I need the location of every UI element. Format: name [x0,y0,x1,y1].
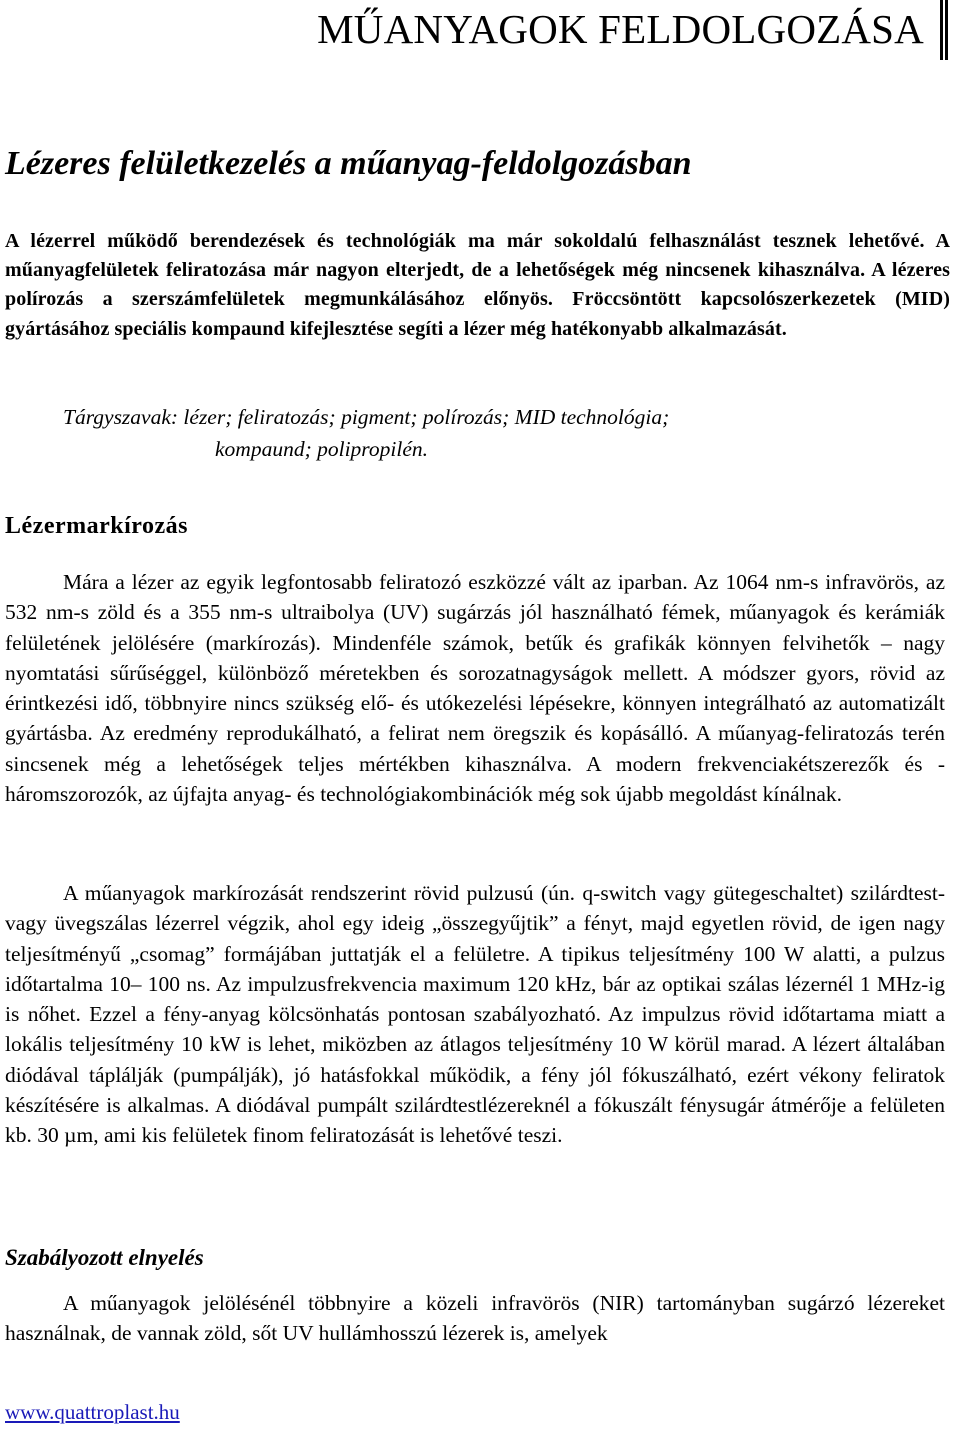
paragraph-laser-marking-intro: Mára a lézer az egyik legfontosabb feliratozó eszközzé vált az iparban. Az 1064 nm-s infravörös, az 532 nm-s zöld és a 355 nm-s ultraibolya (UV) sugárzás jól használható fémek, műanyagok és kerámiák felületének jelölésére (markírozás). Mindenféle számok, betűk és grafikák könnyen felvihetők – nagy nyomtatási sűrűséggel, különböző méretekben és sorozatnagyságok mellett. A módszer gyors, rövid az érintkezési idő, többnyire nincs szükség elő- és utókezelési lépésekre, könnyen integrálható az automatizált gyártásba. Az eredmény reprodukálható, a felirat nem öregszik és kopásálló. A műanyag-feliratozás terén sincsenek még a lehetőségek teljes mértékben kihasználva. A modern frekvenciakétszerezők és -háromszorozók, az újfajta anyag- és technológiakombinációk még sok újabb megoldást kínálnak. [5,570,945,807]
keywords-line-1: Tárgyszavak: lézer; feliratozás; pigment; polírozás; MID technológia; [63,405,670,429]
article-title: Lézeres felületkezelés a műanyag-feldolgozásban [5,145,692,182]
header-double-rule [940,0,948,60]
keywords [63,401,669,465]
paragraph-laser-marking-pulse: A műanyagok markírozását rendszerint rövid pulzusú (ún. q-switch vagy gütegeschaltet) szilárdtest- vagy üvegszálas lézerrel végzik, ahol egy ideig „összegyűjtik” a fényt, majd egyetlen rövid, de igen nagy teljesítményű „csomag” formájában juttatják el a felületre. A tipikus teljesítmény 100 W alatti, a pulzus időtartalma 10– 100 ns. Az impulzusfrekvencia maximum 120 kHz, bár az optikai szálas lézernél 1 MHz-ig is nőhet. Ezzel a fény-anyag kölcsönhatás pontosan szabályozható. Az impulzus rövid időtartama miatt a lokális teljesítmény 10 kW is lehet, miközben az átlagos teljesítmény 10 W körül marad. A lézert általában diódával táplálják (pumpálják), jó hatásfokkal működik, a fény jól fókuszálható, ezért vékony feliratok készítésére is alkalmas. A diódával pumpált szilárdtestlézereknél a fókuszált fénysugár átmérője a felületen kb. 30 µm, ami kis felületek finom feliratozását is lehetővé teszi. [5,881,945,1148]
journal-title: MŰANYAGOK FELDOLGOZÁSA [317,6,924,52]
article-abstract: A lézerrel működő berendezések és technológiák ma már sokoldalú felhasználást tesznek lehetővé. A műanyagfelületek feliratozása már nagyon elterjedt, de a lehetőségek még nincsenek kihasználva. A lézeres polírozás a szerszámfelületek megmunkálásához előnyös. Fröccsöntött kapcsolószerkezetek (MID) gyártásához speciális kompaund kifejlesztése segíti a lézer még hatékonyabb alkalmazását. [5,230,950,340]
page-header [0,0,948,60]
paragraph-controlled-absorption: A műanyagok jelölésénél többnyire a közeli infravörös (NIR) tartományban sugárzó lézereket használnak, de vannak zöld, sőt UV hullámhosszú lézerek is, amelyek [5,1291,945,1346]
keywords-line-2: kompaund; polipropilén. [215,437,428,461]
section-heading-laser-marking: Lézermarkírozás [5,513,188,539]
subsection-heading-controlled-absorption: Szabályozott elnyelés [5,1245,204,1270]
website-link[interactable]: www.quattroplast.hu [5,1400,180,1424]
